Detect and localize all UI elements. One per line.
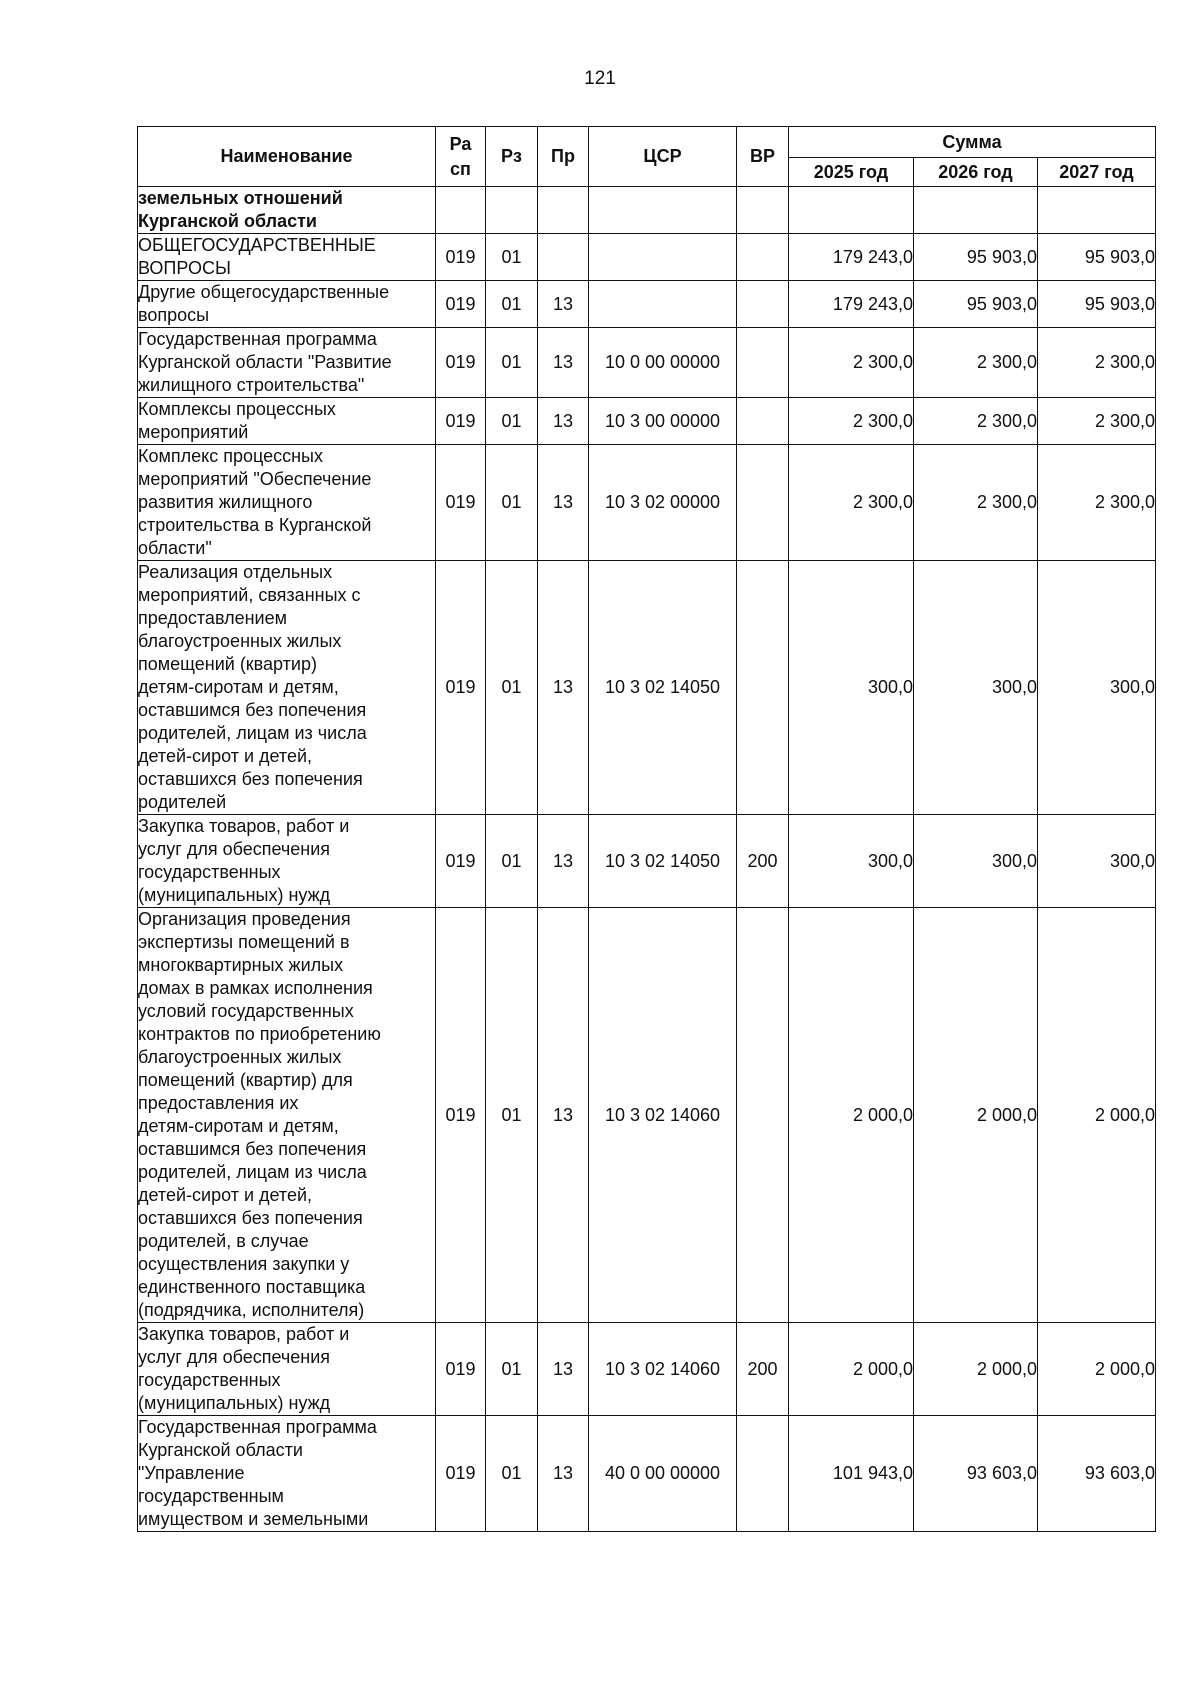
cell-amount-2025: 2 000,0: [789, 1323, 914, 1416]
cell-amount-2026: 95 903,0: [914, 281, 1038, 328]
header-rasp-label: Ра сп: [449, 133, 472, 179]
cell-csr: 10 3 00 00000: [589, 398, 737, 445]
header-year-2025: 2025 год: [789, 158, 914, 187]
cell-pr: 13: [538, 1323, 589, 1416]
cell-csr: 10 3 02 14050: [589, 815, 737, 908]
cell-rasp: 019: [436, 398, 486, 445]
cell-vr: 200: [737, 1323, 789, 1416]
cell-rz: 01: [486, 398, 538, 445]
table-row: [138, 445, 1156, 561]
cell-name: Закупка товаров, работ и услуг для обеспечения государственных (муниципальных) нужд: [138, 815, 436, 908]
cell-amount-2026: 300,0: [914, 561, 1038, 815]
cell-amount-2026: 2 000,0: [914, 908, 1038, 1323]
cell-rasp: 019: [436, 908, 486, 1323]
cell-rasp: 019: [436, 445, 486, 561]
header-vr: ВР: [737, 127, 789, 187]
cell-vr: [737, 187, 789, 234]
cell-rz: [486, 187, 538, 234]
table-row: [138, 328, 1156, 398]
cell-rasp: 019: [436, 281, 486, 328]
cell-rasp: 019: [436, 561, 486, 815]
cell-rasp: 019: [436, 1416, 486, 1532]
cell-amount-2025: 2 300,0: [789, 328, 914, 398]
cell-name: Реализация отдельных мероприятий, связанных с предоставлением благоустроенных жилых помещений (квартир) детям-сиротам и детям, оставшимся без попечения родителей, лицам из числа детей-сирот и детей, оставшихся без попечения родителей: [138, 561, 436, 815]
cell-pr: 13: [538, 561, 589, 815]
cell-csr: [589, 281, 737, 328]
cell-rasp: [436, 187, 486, 234]
cell-pr: [538, 234, 589, 281]
cell-amount-2025: 300,0: [789, 561, 914, 815]
cell-rz: 01: [486, 234, 538, 281]
cell-vr: [737, 234, 789, 281]
cell-pr: 13: [538, 281, 589, 328]
cell-rz: 01: [486, 561, 538, 815]
cell-rasp: 019: [436, 328, 486, 398]
cell-pr: 13: [538, 815, 589, 908]
cell-rz: 01: [486, 1323, 538, 1416]
cell-amount-2025: 101 943,0: [789, 1416, 914, 1532]
cell-amount-2026: 2 300,0: [914, 445, 1038, 561]
cell-pr: [538, 187, 589, 234]
cell-amount-2027: 300,0: [1038, 815, 1156, 908]
cell-vr: [737, 398, 789, 445]
cell-amount-2026: 300,0: [914, 815, 1038, 908]
cell-name: ОБЩЕГОСУДАРСТВЕННЫЕ ВОПРОСЫ: [138, 234, 436, 281]
cell-vr: [737, 328, 789, 398]
table-row: [138, 815, 1156, 908]
cell-amount-2025: [789, 187, 914, 234]
cell-rz: 01: [486, 815, 538, 908]
cell-csr: 10 0 00 00000: [589, 328, 737, 398]
cell-vr: 200: [737, 815, 789, 908]
cell-amount-2027: [1038, 187, 1156, 234]
cell-amount-2025: 2 000,0: [789, 908, 914, 1323]
header-csr: ЦСР: [589, 127, 737, 187]
table-row: [138, 398, 1156, 445]
cell-amount-2025: 300,0: [789, 815, 914, 908]
cell-amount-2027: 2 000,0: [1038, 1323, 1156, 1416]
cell-csr: [589, 187, 737, 234]
cell-name: Закупка товаров, работ и услуг для обеспечения государственных (муниципальных) нужд: [138, 1323, 436, 1416]
cell-amount-2026: [914, 187, 1038, 234]
cell-csr: 10 3 02 00000: [589, 445, 737, 561]
cell-rasp: 019: [436, 815, 486, 908]
cell-vr: [737, 908, 789, 1323]
table-row: [138, 908, 1156, 1323]
cell-pr: 13: [538, 328, 589, 398]
cell-pr: 13: [538, 398, 589, 445]
header-rasp: [436, 127, 486, 187]
cell-amount-2026: 2 000,0: [914, 1323, 1038, 1416]
header-year-2027: 2027 год: [1038, 158, 1156, 187]
cell-amount-2026: 93 603,0: [914, 1416, 1038, 1532]
cell-rz: 01: [486, 328, 538, 398]
cell-amount-2025: 2 300,0: [789, 445, 914, 561]
cell-rz: 01: [486, 445, 538, 561]
table-row: [138, 561, 1156, 815]
cell-amount-2027: 95 903,0: [1038, 234, 1156, 281]
cell-amount-2025: 179 243,0: [789, 281, 914, 328]
page-number: 121: [584, 68, 616, 89]
cell-pr: 13: [538, 908, 589, 1323]
cell-amount-2026: 2 300,0: [914, 328, 1038, 398]
table-row: [138, 187, 1156, 234]
table-row: [138, 1416, 1156, 1532]
table-row: [138, 234, 1156, 281]
cell-amount-2027: 2 300,0: [1038, 328, 1156, 398]
header-rz: Рз: [486, 127, 538, 187]
cell-name: земельных отношений Курганской области: [138, 187, 436, 234]
cell-vr: [737, 1416, 789, 1532]
cell-amount-2027: 2 300,0: [1038, 398, 1156, 445]
cell-csr: 10 3 02 14050: [589, 561, 737, 815]
cell-amount-2027: 300,0: [1038, 561, 1156, 815]
cell-csr: 40 0 00 00000: [589, 1416, 737, 1532]
cell-amount-2027: 2 300,0: [1038, 445, 1156, 561]
cell-name: Организация проведения экспертизы помещений в многоквартирных жилых домах в рамках исполнения условий государственных контрактов по приобретению благоустроенных жилых помещений (квартир) для предоставления их детям-сиротам и детям, оставшимся без попечения родителей, лицам из числа детей-сирот и детей, оставшихся без попечения родителей, в случае осуществления закупки у единственного поставщика (подрядчика, исполнителя): [138, 908, 436, 1323]
table-row: [138, 281, 1156, 328]
cell-amount-2026: 2 300,0: [914, 398, 1038, 445]
cell-amount-2027: 93 603,0: [1038, 1416, 1156, 1532]
cell-rz: 01: [486, 908, 538, 1323]
cell-vr: [737, 445, 789, 561]
cell-pr: 13: [538, 1416, 589, 1532]
budget-table: [137, 126, 1156, 1532]
cell-amount-2027: 2 000,0: [1038, 908, 1156, 1323]
cell-rasp: 019: [436, 1323, 486, 1416]
cell-rz: 01: [486, 1416, 538, 1532]
cell-name: Комплекс процессных мероприятий "Обеспечение развития жилищного строительства в Курганской области": [138, 445, 436, 561]
cell-name: Другие общегосударственные вопросы: [138, 281, 436, 328]
table-row: [138, 1323, 1156, 1416]
cell-vr: [737, 561, 789, 815]
cell-csr: 10 3 02 14060: [589, 908, 737, 1323]
cell-pr: 13: [538, 445, 589, 561]
cell-name: Комплексы процессных мероприятий: [138, 398, 436, 445]
cell-amount-2027: 95 903,0: [1038, 281, 1156, 328]
header-pr: Пр: [538, 127, 589, 187]
cell-name: Государственная программа Курганской области "Управление государственным имуществом и земельными: [138, 1416, 436, 1532]
cell-rz: 01: [486, 281, 538, 328]
header-year-2026: 2026 год: [914, 158, 1038, 187]
cell-vr: [737, 281, 789, 328]
cell-amount-2025: 2 300,0: [789, 398, 914, 445]
cell-name: Государственная программа Курганской области "Развитие жилищного строительства": [138, 328, 436, 398]
header-sum: Сумма: [789, 127, 1156, 158]
header-name: Наименование: [138, 127, 436, 187]
cell-amount-2026: 95 903,0: [914, 234, 1038, 281]
cell-csr: [589, 234, 737, 281]
table-body: [138, 187, 1156, 1532]
cell-csr: 10 3 02 14060: [589, 1323, 737, 1416]
cell-amount-2025: 179 243,0: [789, 234, 914, 281]
cell-rasp: 019: [436, 234, 486, 281]
